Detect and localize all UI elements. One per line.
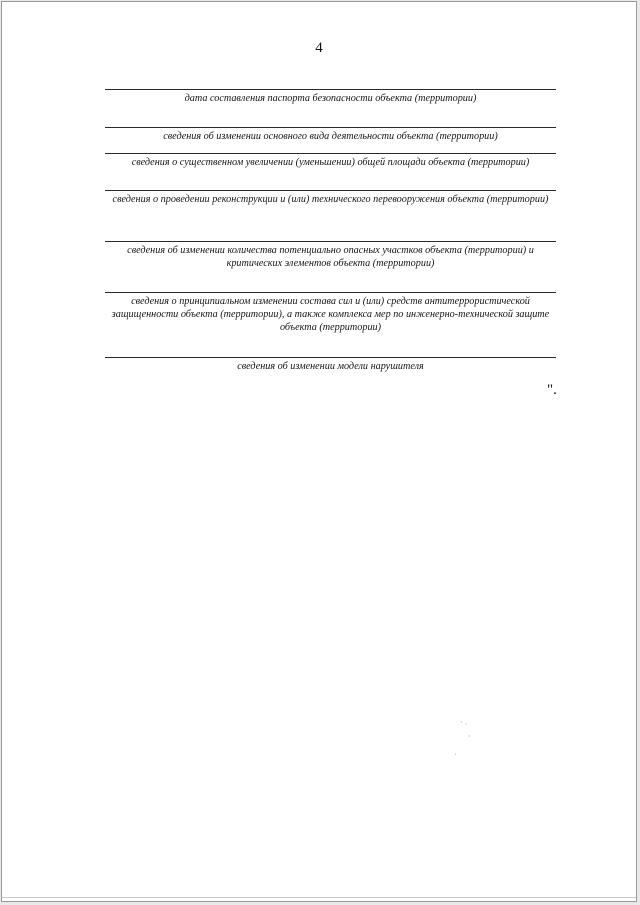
document-page: [1, 1, 637, 902]
scan-edge-line: [2, 897, 636, 898]
field-caption: сведения об изменении основного вида деятельности объекта (территории): [163, 131, 498, 142]
page-number: 4: [315, 40, 323, 56]
fill-in-line: [105, 127, 556, 128]
protection-change-field: [105, 292, 556, 334]
intruder-model-field: [105, 357, 556, 373]
fill-in-line: [105, 241, 556, 242]
area-change-field: [105, 153, 556, 169]
field-caption: дата составления паспорта безопасности объекта (территории): [184, 93, 477, 104]
date-of-passport-field: [105, 89, 556, 105]
fill-in-line: [105, 357, 556, 358]
scan-speck: ˌ: [454, 746, 457, 755]
fill-in-line: [105, 292, 556, 293]
field-caption: сведения о принципиальном изменении состава сил и (или) средств антитеррористической защищенности объекта (территории), а также комплекса мер по инженерно-технической защите объекта (территории): [111, 296, 550, 333]
scan-speck: ˋ ·: [460, 720, 468, 729]
hazardous-areas-field: [105, 241, 556, 270]
fill-in-line: [105, 190, 556, 191]
field-caption: сведения о существенном увеличении (уменьшении) общей площади объекта (территории): [131, 157, 530, 168]
field-caption: сведения о проведении реконструкции и (или) технического перевооружения объекта (территории): [112, 194, 549, 205]
activity-change-field: [105, 127, 556, 143]
field-caption: сведения об изменении модели нарушителя: [237, 361, 424, 372]
fill-in-line: [105, 89, 556, 90]
field-caption: сведения об изменении количества потенциально опасных участков объекта (территории) и критических элементов объекта (территории): [127, 245, 534, 269]
fill-in-line: [105, 153, 556, 154]
closing-quote-mark: ".: [547, 382, 557, 398]
reconstruction-field: [105, 190, 556, 206]
scan-speck: ·: [468, 732, 471, 741]
